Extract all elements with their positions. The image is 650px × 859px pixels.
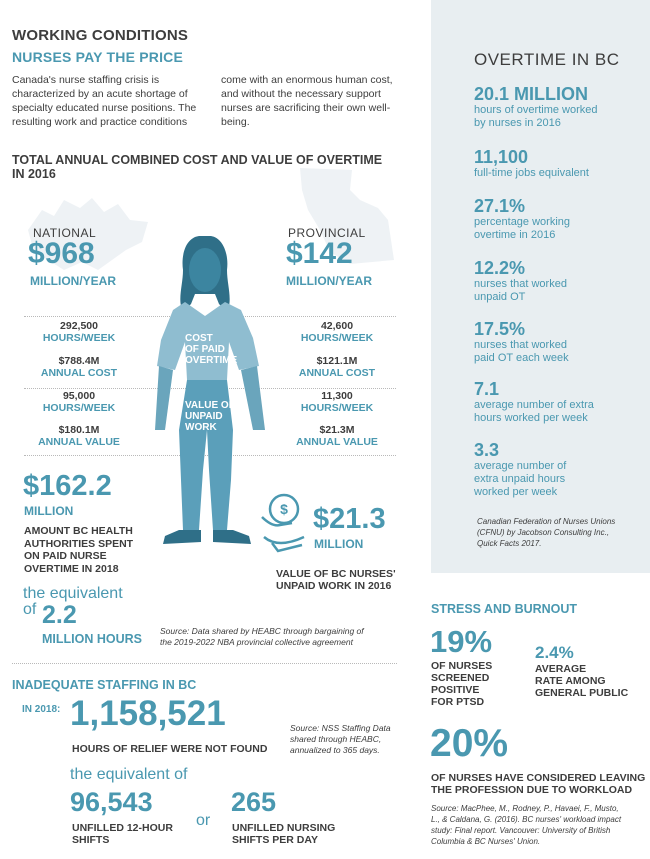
provincial-paid-cost: $121.1M ANNUAL COST: [298, 355, 376, 379]
provincial-paid-hours: 42,600 HOURS/WEEK: [300, 320, 374, 344]
national-paid-cost: $788.4M ANNUAL COST: [40, 355, 118, 379]
shifts-per-day-description: UNFILLED NURSING SHIFTS PER DAY: [232, 822, 336, 846]
bc-spend-description: AMOUNT BC HEALTH AUTHORITIES SPENT ON PAID NURSE OVERTIME IN 2018: [24, 525, 134, 575]
leave-description: OF NURSES HAVE CONSIDERED LEAVING THE PROFESSION DUE TO WORKLOAD: [431, 772, 646, 796]
bc-unpaid-unit: MILLION: [314, 537, 364, 551]
overtime-panel-title: OVERTIME IN BC: [474, 50, 620, 69]
divider: [12, 663, 397, 664]
cost-section-title: TOTAL ANNUAL COMBINED COST AND VALUE OF OVERTIME IN 2016: [12, 153, 383, 181]
hands-coin-icon: [258, 487, 308, 557]
provincial-label: PROVINCIAL: [288, 226, 366, 240]
shifts-12hr-number: 96,543: [70, 787, 153, 817]
shifts-per-day-number: 265: [231, 787, 277, 817]
provincial-amount: $142: [286, 237, 353, 270]
national-amount: $968: [28, 237, 95, 270]
overtime-stat: 20.1 MILLION hours of overtime worked by nurses in 2016: [474, 84, 598, 129]
provincial-unpaid-hours: 11,300 HOURS/WEEK: [300, 390, 374, 414]
overtime-stat: 11,100 full-time jobs equivalent: [474, 147, 589, 179]
overtime-stat: 12.2% nurses that worked unpaid OT: [474, 258, 567, 303]
overtime-stat: 27.1% percentage working overtime in 2016: [474, 196, 571, 241]
svg-text:$: $: [280, 501, 288, 517]
staffing-source: Source: NSS Staffing Data shared through HEABC, annualized to 365 days.: [290, 723, 391, 755]
ptsd-number: 19%: [430, 624, 493, 659]
ptsd-description: OF NURSES SCREENED POSITIVE FOR PTSD: [431, 660, 493, 708]
bc-spend-source: Source: Data shared by HEABC through bargaining of the 2019-2022 NBA provincial collective agreement: [160, 626, 364, 647]
equiv-hours-number: 2.2: [42, 601, 77, 629]
provincial-unpaid-value: $21.3M ANNUAL VALUE: [296, 424, 378, 448]
staffing-year: IN 2018:: [22, 704, 61, 715]
leave-number: 20%: [430, 722, 509, 765]
overtime-stat: 7.1 average number of extra hours worked per week: [474, 379, 594, 424]
general-rate-number: 2.4%: [535, 643, 574, 662]
national-paid-hours: 292,500 HOURS/WEEK: [42, 320, 116, 344]
overtime-stat: 3.3 average number of extra unpaid hours worked per week: [474, 440, 567, 498]
overtime-panel: [431, 0, 650, 573]
bc-unpaid-description: VALUE OF BC NURSES' UNPAID WORK IN 2016: [276, 568, 396, 592]
of-text: of: [23, 601, 37, 618]
shifts-12hr-description: UNFILLED 12-HOUR SHIFTS: [72, 822, 173, 846]
equiv-text: the equivalent: [23, 585, 123, 602]
equiv-hours-unit: MILLION HOURS: [42, 632, 142, 646]
nurse-silhouette-icon: [155, 230, 275, 555]
bc-spend-amount: $162.2: [23, 470, 112, 502]
relief-hours-number: 1,158,521: [70, 694, 226, 733]
general-rate-description: AVERAGE RATE AMONG GENERAL PUBLIC: [535, 663, 629, 699]
stress-title: STRESS AND BURNOUT: [431, 602, 578, 616]
staffing-title: INADEQUATE STAFFING IN BC: [12, 678, 197, 692]
overtime-stat: 17.5% nurses that worked paid OT each week: [474, 319, 569, 364]
national-unpaid-hours: 95,000 HOURS/WEEK: [42, 390, 116, 414]
page-subtitle: NURSES PAY THE PRICE: [12, 49, 184, 65]
stress-source: Source: MacPhee, M., Rodney, P., Havaei, F., Musto, L., & Caldana, G. (2016). BC nurses' workload impact study: Final report. Vancouver: University of British Columbia & BC Nurses' Union.: [431, 804, 622, 846]
bc-spend-unit: MILLION: [24, 504, 74, 518]
intro-right: come with an enormous human cost, and without the necessary support nurses are sacrificing their own well-being.: [221, 74, 393, 128]
national-label: NATIONAL: [33, 226, 97, 240]
intro-left: Canada's nurse staffing crisis is characterized by an acute shortage of specialty educated nurse positions. The resulting work and practice conditions: [12, 74, 197, 128]
figure-label-paid: COST OF PAID OVERTIME: [185, 333, 238, 366]
bc-unpaid-amount: $21.3: [313, 503, 386, 535]
relief-hours-description: HOURS OF RELIEF WERE NOT FOUND: [72, 743, 268, 755]
figure-label-unpaid: VALUE OF UNPAID WORK: [185, 400, 235, 433]
provincial-unit: MILLION/YEAR: [286, 274, 372, 288]
national-unpaid-value: $180.1M ANNUAL VALUE: [38, 424, 120, 448]
page-title: WORKING CONDITIONS: [12, 27, 189, 44]
or-text: or: [196, 812, 211, 829]
national-unit: MILLION/YEAR: [30, 274, 116, 288]
overtime-panel-source: Canadian Federation of Nurses Unions (CFNU) by Jacobson Consulting Inc., Quick Facts 2017.: [477, 517, 616, 548]
staffing-equiv-text: the equivalent of: [70, 766, 188, 783]
